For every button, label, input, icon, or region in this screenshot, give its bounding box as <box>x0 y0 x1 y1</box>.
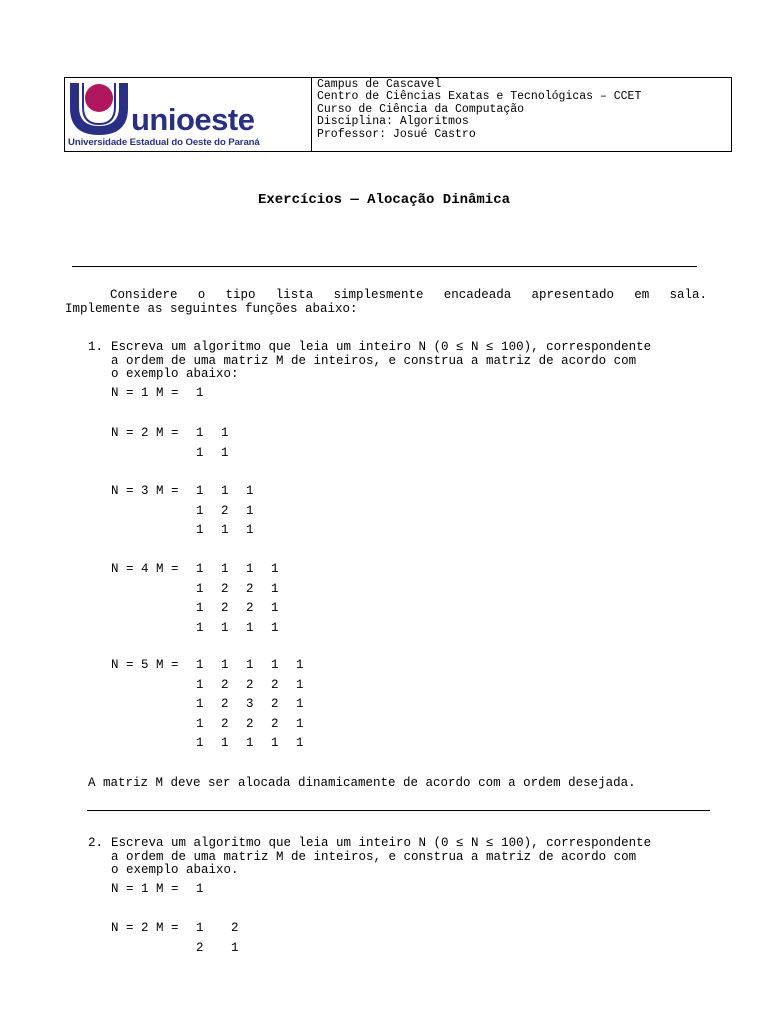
matrix-cell: 1 <box>196 716 204 731</box>
matrix-cell: 2 <box>246 716 254 731</box>
intro-word: Considere <box>110 288 178 302</box>
matrix-cell: 1 <box>271 581 279 596</box>
statement-line: a ordem de uma matriz M de inteiros, e construa a matriz de acordo com <box>111 353 637 368</box>
matrix-cell: 1 <box>296 658 304 672</box>
matrix-cell: 1 <box>246 484 254 498</box>
matrix-cell: 1 <box>221 658 229 672</box>
matrix-cell: 1 <box>196 562 204 576</box>
intro-word: simplesmente <box>333 288 424 302</box>
matrix-label: N = 1 M = <box>111 386 187 400</box>
matrix-cell: 2 <box>231 921 239 935</box>
matrix-cell: 1 <box>296 736 304 750</box>
matrix-cell: 1 <box>221 562 229 576</box>
exercise-1-number: 1. <box>88 340 104 354</box>
intro-word: tipo <box>225 288 256 302</box>
statement-line: Escreva um algoritmo que leia um inteiro N (0 ≤ N ≤ 100), correspondente <box>111 340 652 354</box>
course-line: Curso de Ciência da Computação <box>317 102 525 116</box>
statement-line: Escreva um algoritmo que leia um inteiro N (0 ≤ N ≤ 100), correspondente <box>111 836 652 850</box>
matrix-cell: 1 <box>196 601 204 615</box>
matrix-cell: 1 <box>221 426 229 440</box>
exercise-2-statement <box>111 837 711 878</box>
intro-word: lista <box>275 288 314 302</box>
matrix-cell: 1 <box>221 484 229 498</box>
intro-word: encadeada <box>443 288 512 302</box>
matrix-cell: 2 <box>221 697 229 711</box>
statement-line: o exemplo abaixo. <box>111 863 239 877</box>
matrix-cell: 2 <box>271 716 279 731</box>
divider <box>87 810 710 811</box>
intro-word: o <box>197 288 206 302</box>
matrix-cell: 1 <box>196 386 204 400</box>
matrix-cell: 1 <box>246 736 254 750</box>
intro-word: em <box>634 288 650 302</box>
matrix-cell: 1 <box>196 658 204 672</box>
intro-word: apresentado <box>531 288 614 302</box>
matrix-cell: 1 <box>196 697 204 711</box>
exercise-1-statement <box>111 341 711 382</box>
matrix-label: N = 5 M = <box>111 658 187 672</box>
matrix-cell: 2 <box>271 697 279 711</box>
matrix-cell: 2 <box>246 677 254 692</box>
matrix-cell: 1 <box>271 601 279 615</box>
university-logo <box>65 78 312 151</box>
page-title: Exercícios — Alocação Dinâmica <box>257 192 511 208</box>
matrix-cell: 1 <box>196 503 204 518</box>
matrix-cell: 1 <box>246 620 254 635</box>
document-header <box>64 77 732 152</box>
matrix-cell: 2 <box>221 677 229 692</box>
professor-line: Professor: Josué Castro <box>317 127 476 141</box>
matrix-cell: 2 <box>221 716 229 731</box>
matrix-cell: 1 <box>221 523 229 537</box>
intro-line-2: Implemente as seguintes funções abaixo: <box>65 302 358 316</box>
matrix-cell: 1 <box>196 882 204 896</box>
matrix-cell: 2 <box>196 940 204 955</box>
matrix-cell: 1 <box>246 658 254 672</box>
exercise-1-note: A matriz M deve ser alocada dinamicamente de acordo com a ordem desejada. <box>88 776 636 790</box>
matrix-cell: 2 <box>271 677 279 692</box>
matrix-label: N = 3 M = <box>111 484 187 498</box>
matrix-cell: 1 <box>296 697 304 711</box>
logo-wordmark: unioeste <box>131 102 255 137</box>
logo-subtitle: Universidade Estadual do Oeste do Paraná <box>68 137 260 148</box>
matrix-label: N = 2 M = <box>111 426 187 440</box>
statement-line: a ordem de uma matriz M de inteiros, e construa a matriz de acordo com <box>111 849 637 864</box>
matrix-cell: 1 <box>271 562 279 576</box>
matrix-cell: 2 <box>221 601 229 615</box>
matrix-cell: 1 <box>246 562 254 576</box>
matrix-cell: 1 <box>221 736 229 750</box>
matrix-cell: 3 <box>246 697 254 711</box>
intro-word: sala. <box>669 288 707 302</box>
exercise-2-number: 2. <box>88 836 104 850</box>
matrix-cell: 1 <box>221 445 229 460</box>
divider <box>72 266 697 267</box>
matrix-cell: 1 <box>296 677 304 692</box>
course-info <box>312 78 731 151</box>
matrix-cell: 1 <box>271 736 279 750</box>
matrix-cell: 1 <box>271 620 279 635</box>
matrix-cell: 1 <box>196 677 204 692</box>
matrix-cell: 1 <box>196 523 204 537</box>
center-line: Centro de Ciências Exatas e Tecnológicas – CCET <box>317 90 642 104</box>
matrix-cell: 1 <box>246 523 254 537</box>
matrix-label: N = 2 M = <box>111 921 187 935</box>
matrix-cell: 1 <box>196 484 204 498</box>
statement-line: o exemplo abaixo: <box>111 367 239 381</box>
matrix-cell: 1 <box>196 445 204 460</box>
matrix-cell: 2 <box>221 581 229 596</box>
matrix-cell: 1 <box>196 581 204 596</box>
matrix-label: N = 1 M = <box>111 882 187 896</box>
matrix-cell: 1 <box>271 658 279 672</box>
matrix-label: N = 4 M = <box>111 562 187 576</box>
discipline-line: Disciplina: Algoritmos <box>317 115 469 129</box>
matrix-cell: 1 <box>196 921 204 935</box>
matrix-cell: 1 <box>196 620 204 635</box>
matrix-cell: 2 <box>246 581 254 596</box>
matrix-cell: 1 <box>296 716 304 731</box>
matrix-cell: 2 <box>221 503 229 518</box>
matrix-cell: 1 <box>196 426 204 440</box>
matrix-cell: 1 <box>196 736 204 750</box>
matrix-cell: 1 <box>231 940 239 955</box>
matrix-cell: 1 <box>246 503 254 518</box>
matrix-cell: 1 <box>221 620 229 635</box>
matrix-cell: 2 <box>246 601 254 615</box>
campus-line: Campus de Cascavel <box>317 78 442 91</box>
unioeste-emblem-icon <box>69 81 129 137</box>
